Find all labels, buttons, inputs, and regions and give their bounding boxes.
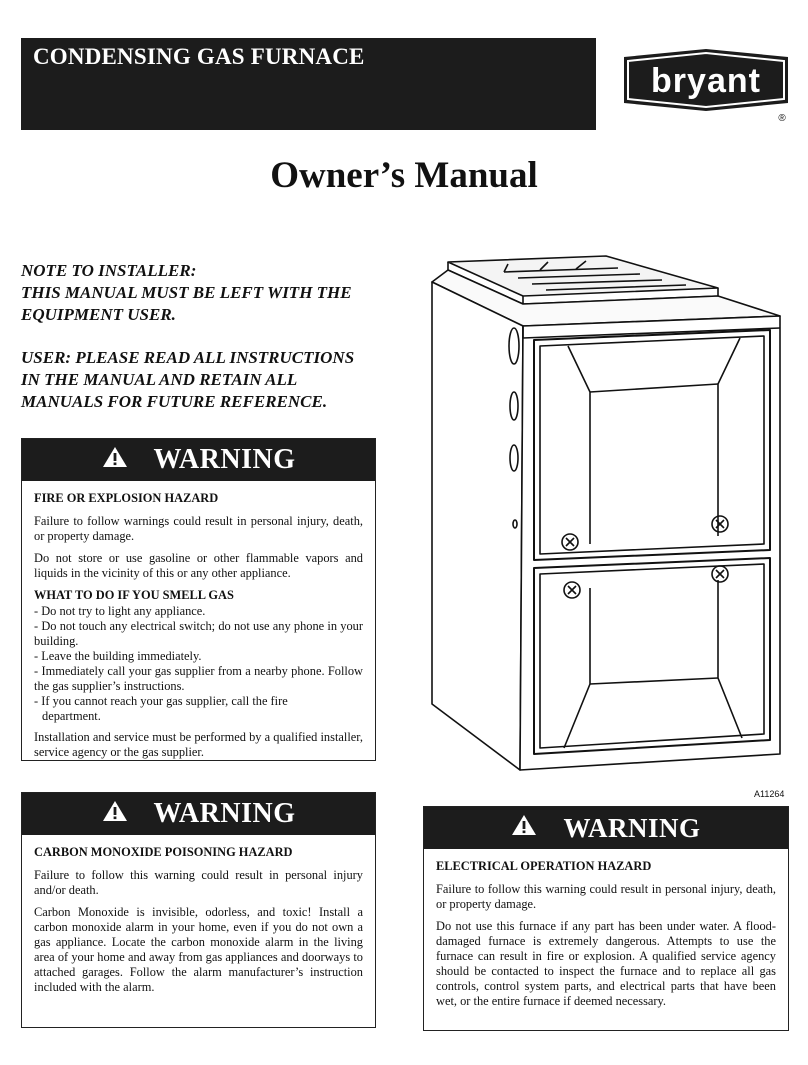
warning-text: Do not use this furnace if any part has been under water. A flood-damaged furnace is extremely dangerous. Attempts to use the furnace can result in fire or explosion. A qualified service agency should be contacted to inspect the furnace and to replace all gas controls, control system parts, and electrical parts that have been wet, or the entire furnace if deemed necessary. [436, 919, 776, 1008]
page-title: Owner’s Manual [270, 155, 538, 196]
warning-heading: FIRE OR EXPLOSION HAZARD [34, 491, 219, 505]
electrical-warning [423, 806, 789, 1031]
list-item: - Leave the building immediately. [34, 649, 202, 663]
warning-heading: CARBON MONOXIDE POISONING HAZARD [34, 845, 293, 859]
warning-header [22, 439, 375, 481]
warning-text: Failure to follow this warning could result in personal injury and/or death. [34, 868, 363, 897]
warning-text: Failure to follow warnings could result in personal injury, death, or property damage. [34, 514, 363, 543]
installer-note-line: NOTE TO INSTALLER: [21, 261, 197, 280]
warning-text: Installation and service must be performed by a qualified installer, service agency or the gas supplier. [34, 730, 363, 759]
furnace-illustration [418, 254, 788, 774]
user-note [21, 347, 406, 413]
warning-subheading: WHAT TO DO IF YOU SMELL GAS [34, 588, 234, 602]
warning-heading: ELECTRICAL OPERATION HAZARD [436, 859, 652, 873]
header-bar [21, 38, 596, 130]
user-note-line: MANUALS FOR FUTURE REFERENCE. [21, 392, 328, 411]
installer-note [21, 260, 406, 326]
user-note-line: IN THE MANUAL AND RETAIN ALL [21, 370, 298, 389]
fire-explosion-warning [21, 438, 376, 761]
list-item: department. [42, 709, 101, 723]
user-note-line: USER: PLEASE READ ALL INSTRUCTIONS [21, 348, 355, 367]
warning-header [424, 807, 788, 849]
warning-text: Do not store or use gasoline or other flammable vapors and liquids in the vicinity of this or any other appliance. [34, 551, 363, 580]
carbon-monoxide-warning [21, 792, 376, 1028]
warning-header [22, 793, 375, 835]
list-item: - Do not touch any electrical switch; do not use any phone in your building. [34, 619, 363, 648]
header-title: CONDENSING GAS FURNACE [33, 44, 365, 69]
warning-label: WARNING [153, 444, 296, 475]
warning-text: Carbon Monoxide is invisible, odorless, and toxic! Install a carbon monoxide alarm in your home, even if you do not own a gas appliance. Locate the carbon monoxide alarm in the living area of your home and away from gas appliances and doorways to attached garages. Follow the alarm manufacturer’s instruction included with the alarm. [34, 905, 363, 994]
installer-note-line: EQUIPMENT USER. [21, 305, 176, 324]
list-item: - Immediately call your gas supplier from a nearby phone. Follow the gas supplier’s instructions. [34, 664, 363, 693]
installer-note-line: THIS MANUAL MUST BE LEFT WITH THE [21, 283, 352, 302]
warning-label: WARNING [563, 812, 701, 843]
warning-triangle-icon [511, 814, 537, 836]
warning-text: Failure to follow this warning could result in personal injury, death, or property damage. [436, 882, 776, 911]
warning-triangle-icon [102, 446, 128, 468]
figure-id: A11264 [754, 789, 785, 799]
brand-name: bryant [651, 62, 761, 100]
bryant-logo [620, 47, 792, 125]
list-item: - Do not try to light any appliance. [34, 604, 206, 618]
warning-triangle-icon [102, 800, 128, 822]
registered-mark: ® [778, 113, 786, 124]
list-item: - If you cannot reach your gas supplier, call the fire [34, 694, 288, 708]
warning-label: WARNING [153, 798, 296, 829]
